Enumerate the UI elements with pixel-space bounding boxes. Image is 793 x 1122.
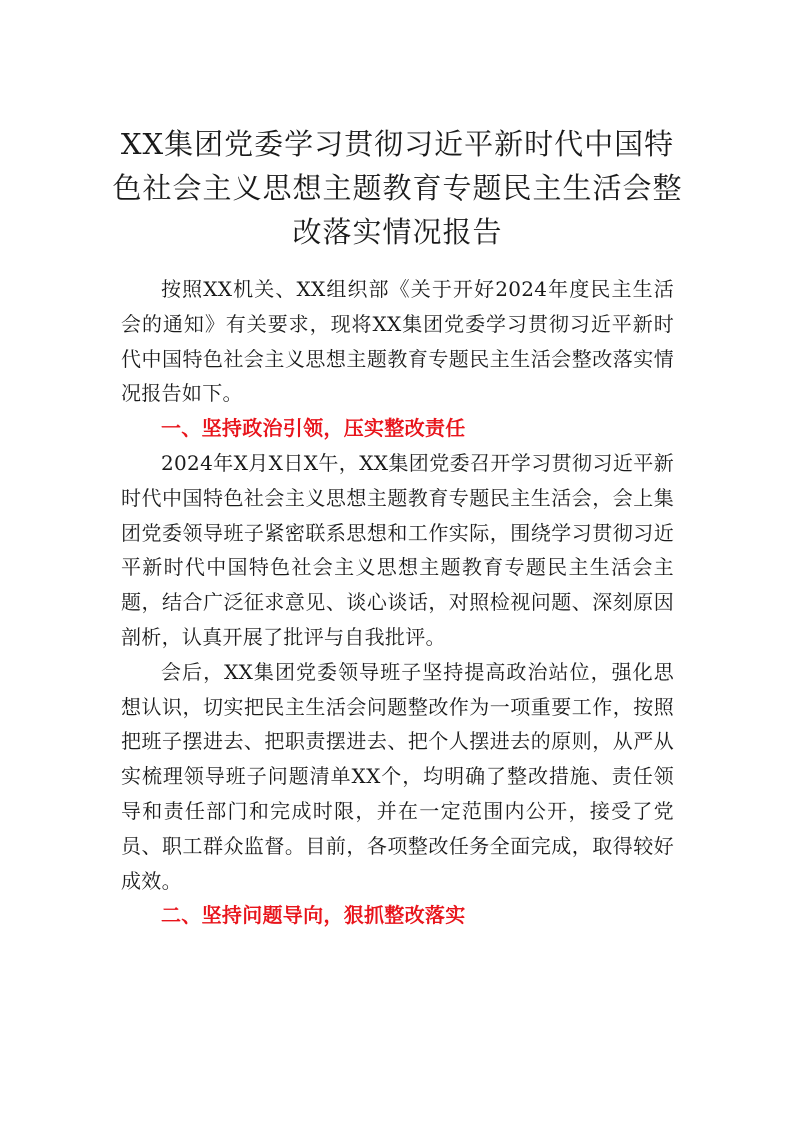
document-title: XX集团党委学习贯彻习近平新时代中国特色社会主义思想主题教育专题民主生活会整改落实情况报告 — [112, 127, 683, 249]
section-1-paragraph-2: 会后，XX集团党委领导班子坚持提高政治站位，强化思想认识，切实把民主生活会问题整改作为一项重要工作，按照把班子摆进去、把职责摆进去、把个人摆进去的原则，从严从实梳理领导班子问题清单XX个，均明确了整改措施、责任领导和责任部门和完成时限，并在一定范围内公开，接受了党员、职工群众监督。目前，各项整改任务全面完成，取得较好成效。 — [121, 659, 674, 893]
intro-paragraph: 按照XX机关、XX组织部《关于开好2024年度民主生活会的通知》有关要求，现将XX集团党委学习贯彻习近平新时代中国特色社会主义思想主题教育专题民主生活会整改落实情况报告如下。 — [121, 277, 674, 406]
section-1-paragraph-1: 2024年X月X日X午，XX集团党委召开学习贯彻习近平新时代中国特色社会主义思想主题教育专题民主生活会，会上集团党委领导班子紧密联系思想和工作实际，围绕学习贯彻习近平新时代中国特色社会主义思想主题教育专题民主生活会主题，结合广泛征求意见、谈心谈话，对照检视问题、深刻原因剖析，认真开展了批评与自我批评。 — [121, 450, 674, 649]
document-body — [121, 272, 674, 933]
section-1-heading: 一、坚持政治引领，压实整改责任 — [161, 416, 466, 441]
section-2-heading: 二、坚持问题导向，狠抓整改落实 — [161, 903, 466, 928]
